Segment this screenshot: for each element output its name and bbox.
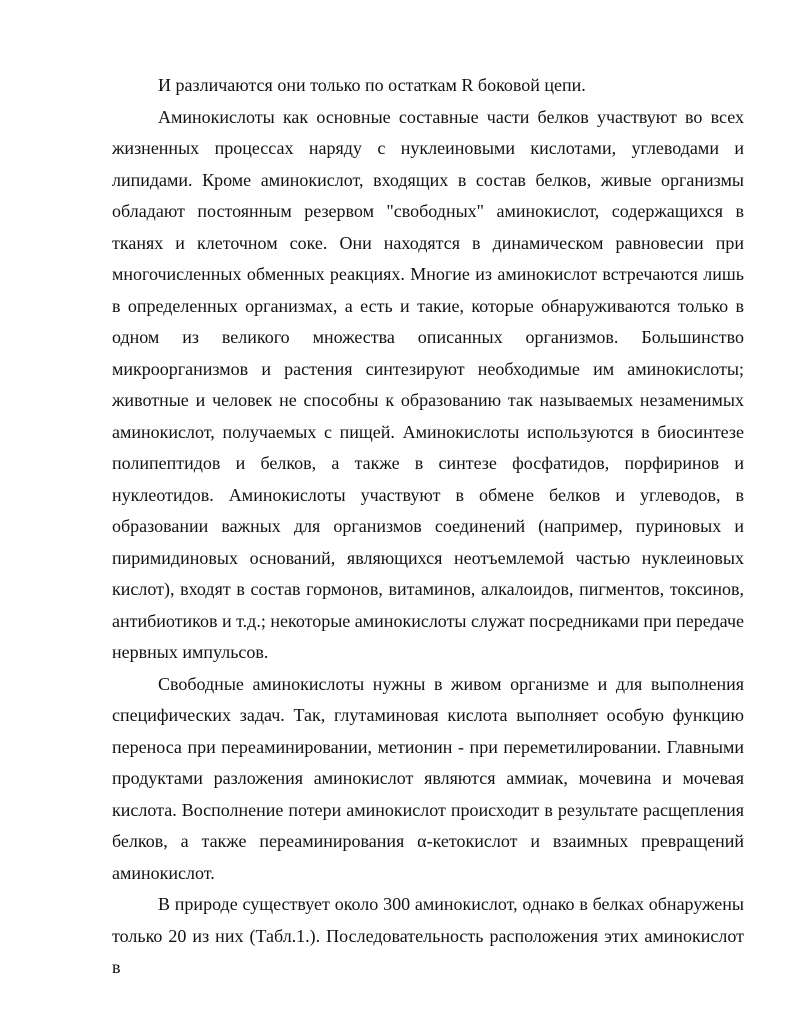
paragraph-3: Свободные аминокислоты нужны в живом организме и для выполнения специфических задач. Так, глутаминовая кислота выполняет особую функцию переноса при переаминировании, метионин - при переметилировании. Главными продуктами разложения аминокислот являются аммиак, мочевина и мочевая кислота. Восполнение потери аминокислот происходит в результате расщепления белков, а также переаминирования α-кетокислот и взаимных превращений аминокислот. xyxy=(112,673,744,883)
paragraph-2: Аминокислоты как основные составные части белков участвуют во всех жизненных процессах наряду с нуклеиновыми кислотами, углеводами и липидами. Кроме аминокислот, входящих в состав белков, живые организмы обладают постоянным резервом "свободных" аминокислот, содержащихся в тканях и клеточном соке. Они находятся в динамическом равновесии при многочисленных обменных реакциях. Многие из аминокислот встречаются лишь в определенных организмах, а есть и такие, которые обнаруживаются только в одном из великого множества описанных организмов. Большинство микроорганизмов и растения синтезируют необходимые им аминокислоты; животные и человек не способны к образованию так называемых незаменимых аминокислот, получаемых с пищей. Аминокислоты используются в биосинтезе полипептидов и белков, а также в синтезе фосфатидов, порфиринов и нуклеотидов. Аминокислоты участвуют в обмене белков и углеводов, в образовании важных для организмов соединений (например, пуриновых и пиримидиновых оснований, являющихся неотъемлемой частью нуклеиновых кислот), входят в состав гормонов, витаминов, алкалоидов, пигментов, токсинов, антибиотиков и т.д.; некоторые аминокислоты служат посредниками при передаче нервных импульсов. xyxy=(112,106,744,662)
paragraph-4: В природе существует около 300 аминокислот, однако в белках обнаружены только 20 из них (Табл.1.). Последовательность расположения этих аминокислот в xyxy=(112,894,744,977)
text-body xyxy=(112,70,744,984)
paragraph-1: И различаются они только по остаткам R боковой цепи. xyxy=(158,75,586,95)
